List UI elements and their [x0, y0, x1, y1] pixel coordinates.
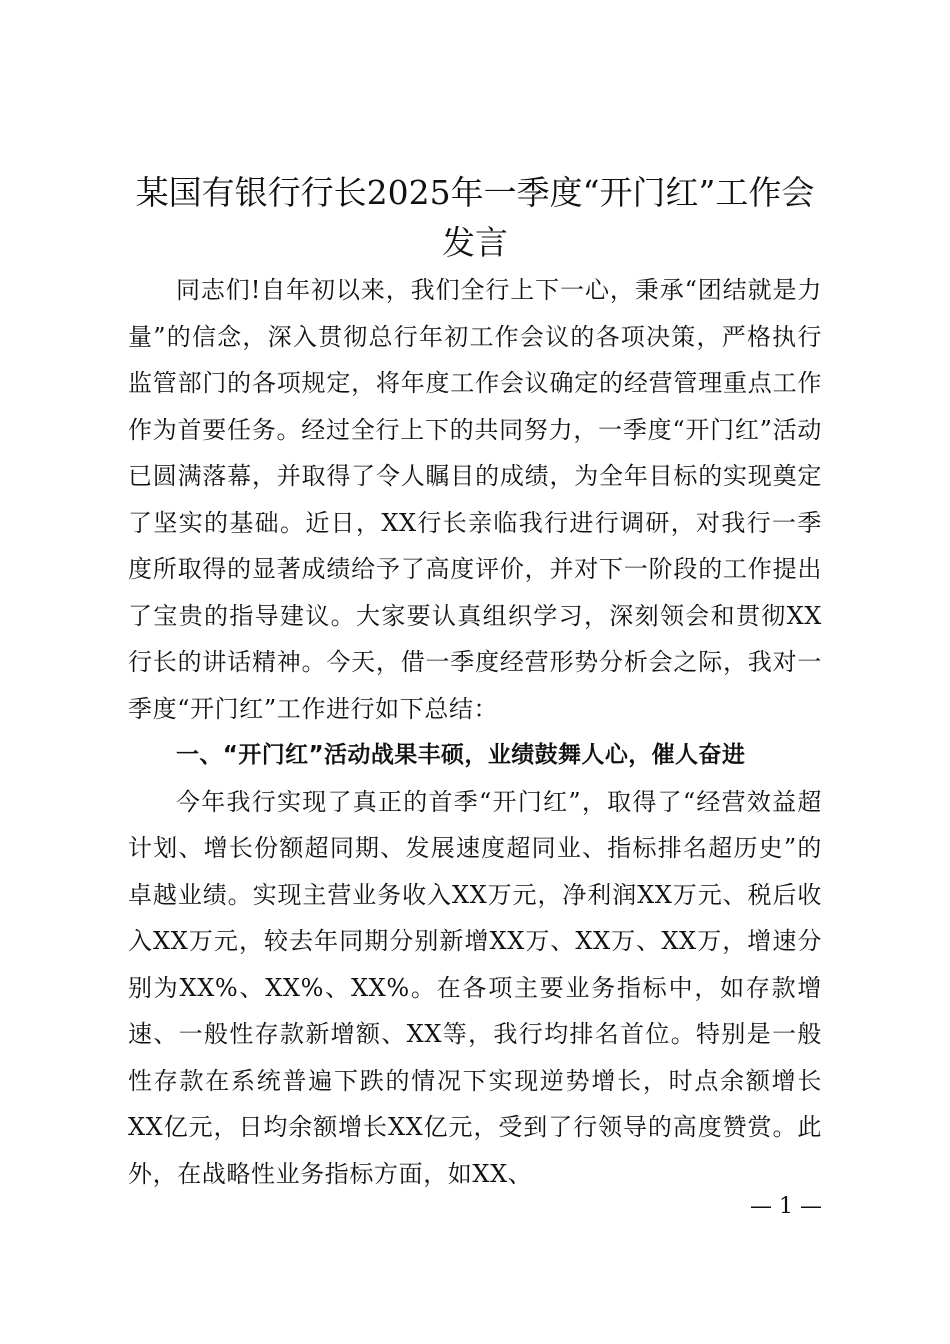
- opening-paragraph: 同志们!自年初以来，我们全行上下一心，秉承“团结就是力量”的信念，深入贯彻总行年初工作会议的各项决策，严格执行监管部门的各项规定，将年度工作会议确定的经营管理重点工作作为首要任务。经过全行上下的共同努力，一季度“开门红”活动已圆满落幕，并取得了令人瞩目的成绩，为全年目标的实现奠定了坚实的基础。近日，XX行长亲临我行进行调研，对我行一季度所取得的显著成绩给予了高度评价，并对下一阶段的工作提出了宝贵的指导建议。大家要认真组织学习，深刻领会和贯彻XX行长的讲话精神。今天，借一季度经营形势分析会之际，我对一季度“开门红”工作进行如下总结：: [128, 276, 822, 723]
- document-body: [128, 267, 822, 1197]
- page-number: — 1 —: [750, 1194, 822, 1219]
- section-heading: 一、“开门红”活动战果丰硕，业绩鼓舞人心，催人奋进: [176, 742, 746, 768]
- document-title: 某国有银行行长2025年一季度“开门红”工作会发言: [135, 173, 815, 262]
- section-paragraph: 今年我行实现了真正的首季“开门红”，取得了“经营效益超计划、增长份额超同期、发展速度超同业、指标排名超历史”的卓越业绩。实现主营业务收入XX万元，净利润XX万元、税后收入XX万元，较去年同期分别新增XX万、XX万、XX万，增速分别为XX%、XX%、XX%。在各项主要业务指标中，如存款增速、一般性存款新增额、XX等，我行均排名首位。特别是一般性存款在系统普遍下跌的情况下实现逆势增长，时点余额增长XX亿元，日均余额增长XX亿元，受到了行领导的高度赞赏。此外，在战略性业务指标方面，如XX、: [128, 787, 822, 1188]
